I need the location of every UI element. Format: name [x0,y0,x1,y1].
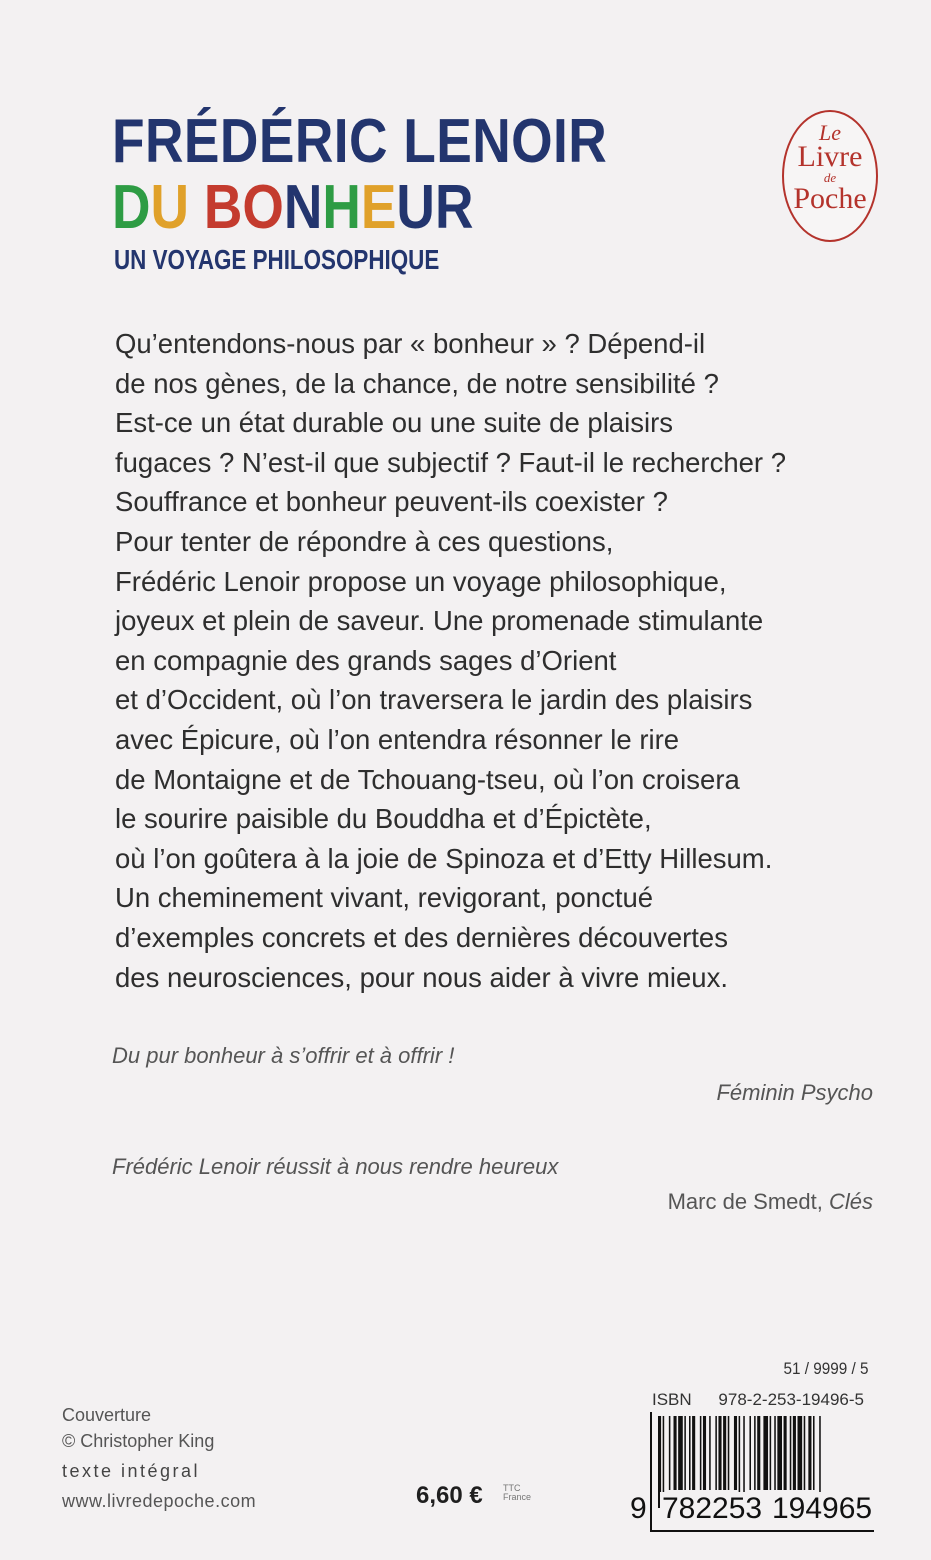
distribution-codes: 51 / 9999 / 5 [783,1359,869,1378]
blurb-line: où l’on goûtera à la joie de Spinoza et d’Etty Hillesum. [115,842,773,874]
title-letter: N [283,173,323,242]
review-source-1 [716,1080,873,1106]
blurb-line: d’exemples concrets et des dernières découvertes [115,921,728,953]
title-letter [189,172,204,243]
title-letter: B [203,173,243,242]
blurb-line: fugaces ? N’est-il que subjectif ? Faut-il le rechercher ? [115,446,787,478]
review-source-2-person: Marc de Smedt, [667,1189,823,1214]
barcode-digits-right: 194965 [772,1492,873,1525]
blurb-line: Pour tenter de répondre à ces questions, [115,525,614,557]
blurb-line: le sourire paisible du Bouddha et d’Épictète, [115,803,652,835]
barcode-bar [798,1416,803,1490]
blurb-line: de Montaigne et de Tchouang-tseu, où l’on croisera [115,763,740,795]
barcode-bar [804,1416,806,1490]
barcode-bar [684,1416,686,1490]
barcode-bar [728,1416,730,1490]
title-letter: E [360,173,397,242]
isbn-label: ISBN [652,1390,692,1409]
barcode-bar [709,1416,711,1490]
author-name: FRÉDÉRIC LENOIR [112,107,608,176]
blurb-line: Frédéric Lenoir propose un voyage philosophique, [115,565,727,597]
review-source-1-publication: Féminin Psycho [716,1080,873,1105]
title-letter: D [112,173,151,242]
barcode-bar [808,1416,811,1490]
barcode-bar [749,1416,751,1490]
barcode-bar [703,1416,706,1490]
price-note: TTC France [503,1483,532,1502]
barcode-bar [774,1416,776,1490]
book-subtitle: UN VOYAGE PHILOSOPHIQUE [114,244,440,275]
credits-block [62,1402,256,1514]
barcode-bar [723,1416,726,1490]
logo-text-livre: Livre [797,140,863,173]
price: 6,60 € [416,1482,483,1509]
book-title [112,172,473,243]
integral-text-label: texte intégral [62,1461,201,1481]
title-letter: U [150,173,190,242]
review-quote-1: Du pur bonheur à s’offrir et à offrir ! [112,1043,455,1068]
barcode-bar [734,1416,737,1490]
blurb-line: en compagnie des grands sages d’Orient [115,644,617,676]
barcode-bar [790,1416,792,1490]
blurb-line: avec Épicure, où l’on entendra résonner le rire [115,723,680,755]
title-letter: O [242,173,284,242]
isbn-number: 978-2-253-19496-5 [718,1390,864,1409]
blurb-line: Un cheminement vivant, revigorant, ponctué [115,882,654,914]
barcode-bar [763,1416,768,1490]
barcode-bar [718,1416,721,1490]
barcode-bar [757,1416,760,1490]
title-letter: U [396,173,435,242]
barcode-bar [770,1416,772,1490]
cover-label: Couverture [62,1405,152,1425]
barcode-bar [669,1416,671,1490]
barcode-bar [813,1416,815,1490]
blurb-line: joyeux et plein de saveur. Une promenade stimulante [115,605,764,637]
blurb-line: de nos gènes, de la chance, de notre sensibilité ? [115,367,719,399]
barcode-bar [754,1416,756,1490]
logo-text-le: Le [819,120,841,145]
title-letter: H [322,173,361,242]
barcode-bar [784,1416,787,1490]
barcode-bar [689,1416,691,1490]
barcode-bar [692,1416,695,1490]
barcode-bar [678,1416,683,1490]
review-source-2-publication: Clés [828,1189,873,1214]
blurb-text [115,324,895,997]
isbn-line [652,1390,872,1410]
review-quote-2: Frédéric Lenoir réussit à nous rendre heureux [112,1154,559,1179]
barcode-bar [700,1416,702,1490]
review-source-2 [668,1189,873,1215]
barcode-bar [715,1416,717,1490]
barcode-bar [777,1416,782,1490]
logo-text-poche: Poche [793,182,867,215]
barcode-bar [793,1416,796,1490]
publisher-logo [782,110,878,242]
title-letter: R [434,173,474,242]
blurb-line: et d’Occident, où l’on traversera le jardin des plaisirs [115,684,753,716]
blurb-line: Est-ce un état durable ou une suite de plaisirs [115,407,673,439]
logo-text-de: de [823,170,837,185]
barcode-bar [674,1416,677,1490]
barcode-digit-first: 9 [630,1492,647,1525]
blurb-line: des neurosciences, pour nous aider à vivre mieux. [115,961,728,993]
cover-credit: © Christopher King [62,1431,215,1451]
barcode-digits-left: 782253 [662,1492,763,1525]
blurb-line: Souffrance et bonheur peuvent-ils coexister ? [115,486,668,518]
blurb-line: Qu’entendons-nous par « bonheur » ? Dépend-il [115,328,706,359]
publisher-website: www.livredepoche.com [62,1491,257,1511]
